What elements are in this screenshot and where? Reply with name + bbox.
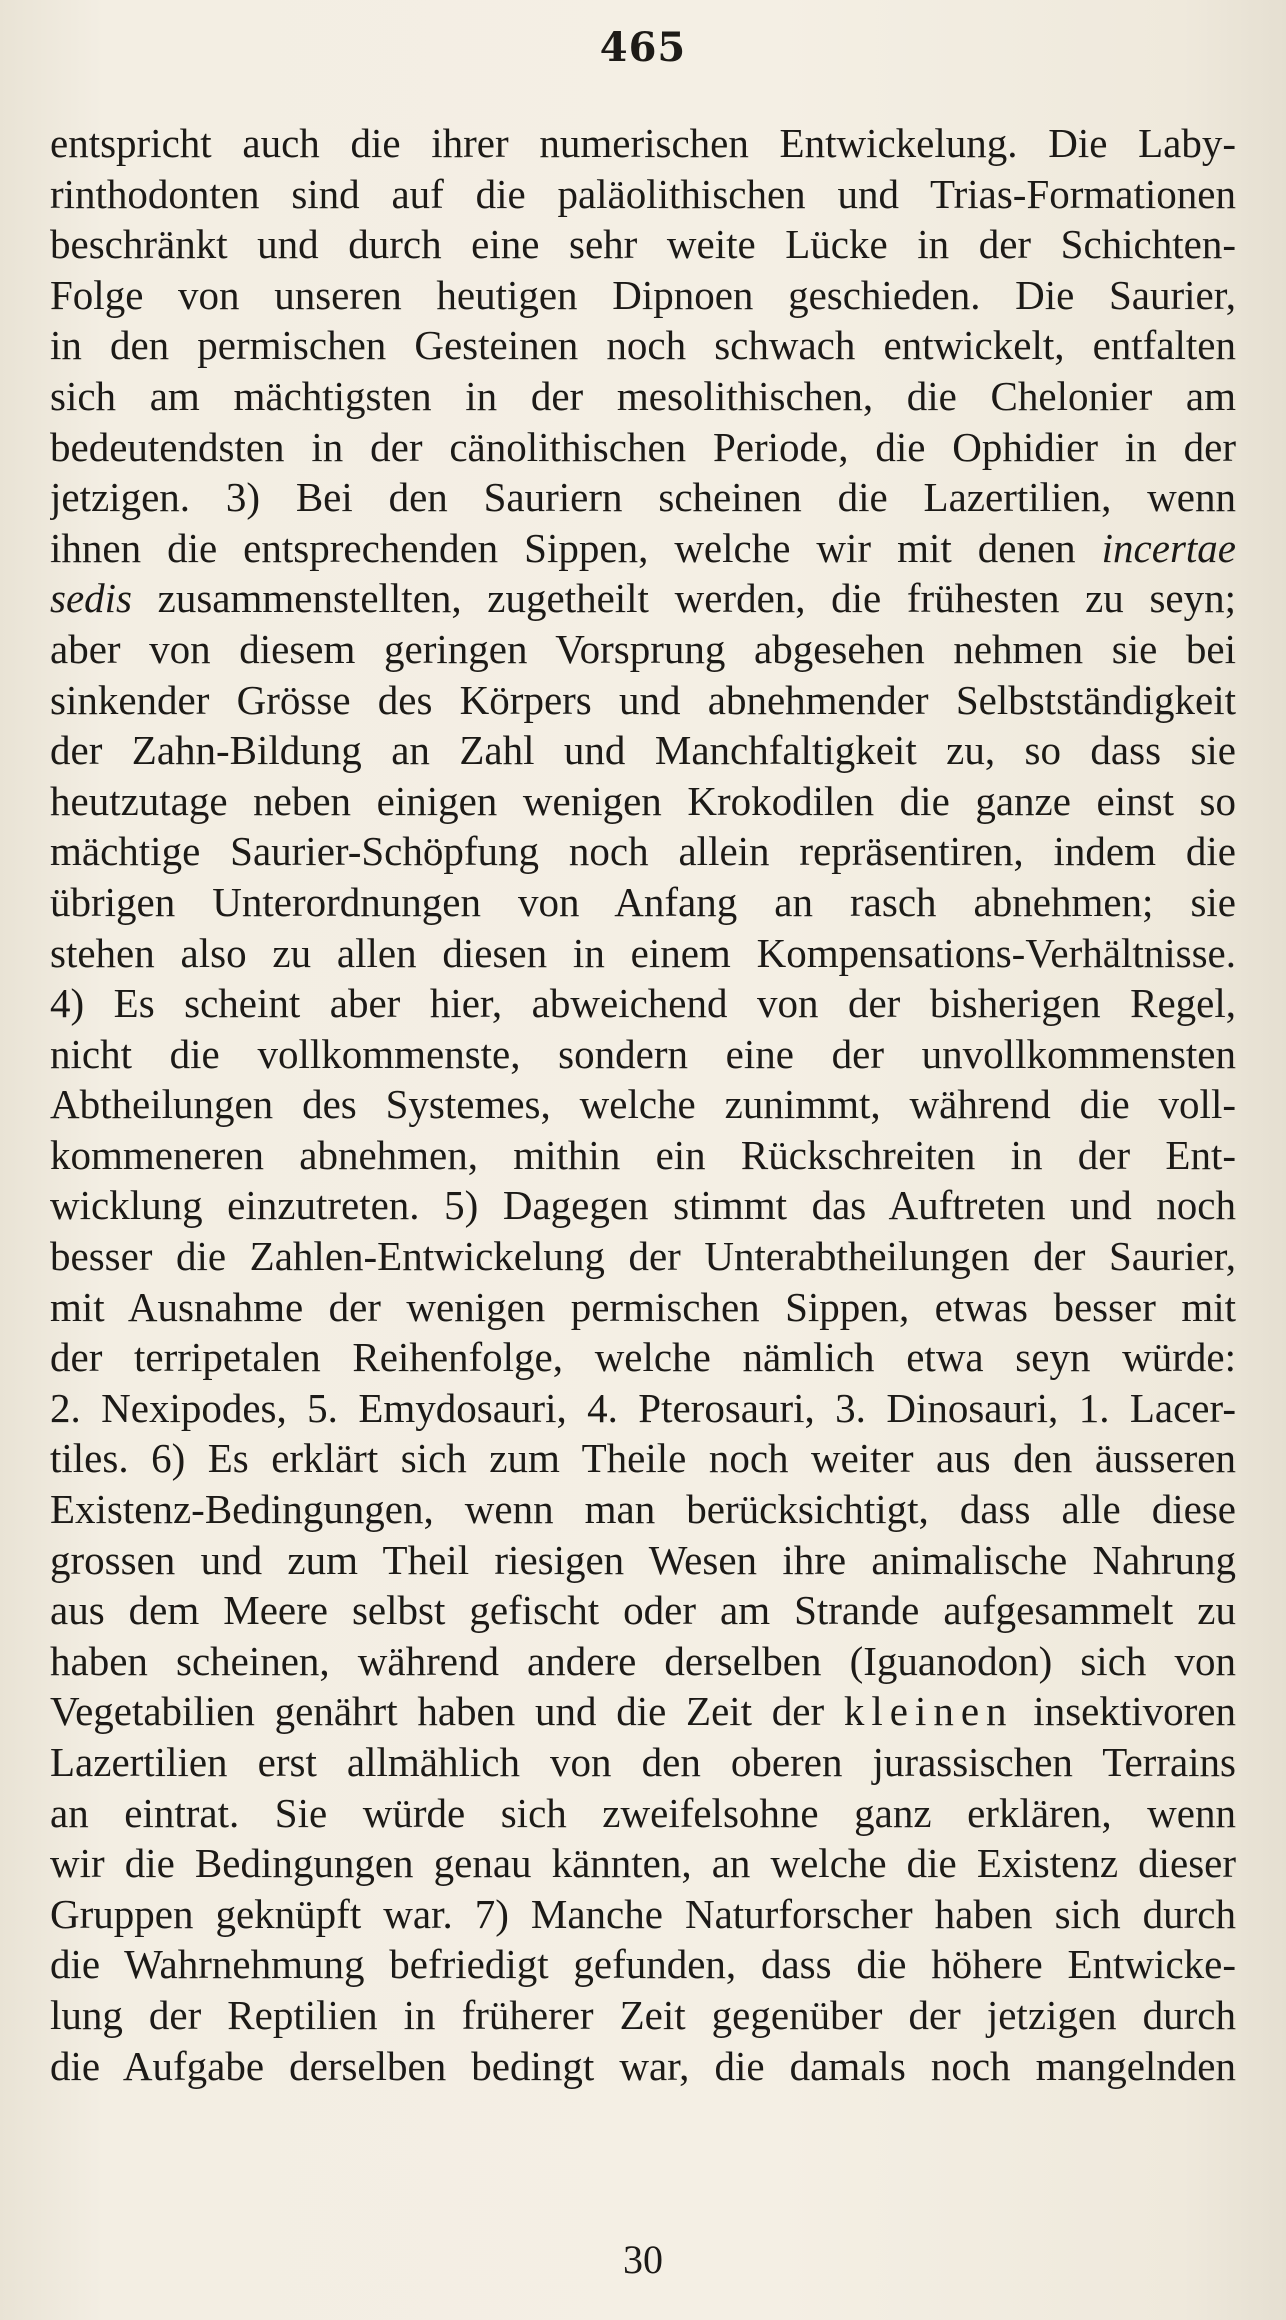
text-line-15: mächtige Saurier-Schöpfung noch allein repräsentiren, indem die xyxy=(50,828,1236,875)
text-line-18: 4) Es scheint aber hier, abweichend von der bisherigen Regel, xyxy=(50,980,1236,1027)
text-line-32-main: Vegetabilien genährt haben und die Zeit der xyxy=(50,1688,844,1735)
text-line-10-main: zusammenstellten, zugetheilt werden, die frühesten zu seyn; xyxy=(132,575,1236,622)
text-line-38: lung der Reptilien in früherer Zeit gegenüber der jetzigen durch xyxy=(50,1991,1236,2038)
signature-mark xyxy=(0,2236,1286,2283)
text-line-13: der Zahn-Bildung an Zahl und Manchfaltigkeit zu, so dass sie xyxy=(50,727,1236,774)
text-line-4: Folge von unseren heutigen Dipnoen geschieden. Die Saurier, xyxy=(50,271,1236,318)
text-line-23: besser die Zahlen-Entwickelung der Unterabtheilungen der Saurier, xyxy=(50,1233,1236,1280)
text-line-16: übrigen Unterordnungen von Anfang an rasch abnehmen; sie xyxy=(50,878,1236,925)
text-line-8: jetzigen. 3) Bei den Sauriern scheinen die Lazertilien, wenn xyxy=(50,474,1236,521)
page-number: 465 xyxy=(599,24,687,71)
text-line-17: stehen also zu allen diesen in einem Kompensations-Verhältnisse. xyxy=(50,929,1236,976)
text-line-27: tiles. 6) Es erklärt sich zum Theile noch weiter aus den äusseren xyxy=(50,1435,1236,1482)
text-line-2: rinthodonten sind auf die paläolithischen und Trias-Formationen xyxy=(50,170,1236,217)
text-line-26: 2. Nexipodes, 5. Emydosauri, 4. Pterosauri, 3. Dinosauri, 1. Lacer- xyxy=(50,1384,1236,1431)
text-line-3: beschränkt und durch eine sehr weite Lücke in der Schichten- xyxy=(50,221,1236,268)
text-line-21: kommeneren abnehmen, mithin ein Rückschreiten in der Ent- xyxy=(50,1131,1236,1178)
text-line-12: sinkender Grösse des Körpers und abnehmender Selbstständigkeit xyxy=(50,676,1236,723)
text-line-31: haben scheinen, während andere derselben (Iguanodon) sich von xyxy=(50,1637,1236,1684)
italic-incertae: incertae xyxy=(1101,524,1236,571)
text-line-32-end: insektivoren xyxy=(1013,1688,1236,1735)
text-line-32 xyxy=(50,1686,1236,1737)
text-line-37: die Wahrnehmung befriedigt gefunden, dass die höhere Entwicke- xyxy=(50,1941,1236,1988)
text-line-28: Existenz-Bedingungen, wenn man berücksichtigt, dass alle diese xyxy=(50,1486,1236,1533)
text-line-22: wicklung einzutreten. 5) Dagegen stimmt das Auftreten und noch xyxy=(50,1182,1236,1229)
text-line-5: in den permischen Gesteinen noch schwach entwickelt, entfalten xyxy=(50,322,1236,369)
text-line-14: heutzutage neben einigen wenigen Krokodilen die ganze einst so xyxy=(50,777,1236,824)
text-line-30: aus dem Meere selbst gefischt oder am Strande aufgesammelt zu xyxy=(50,1587,1236,1634)
text-line-33: Lazertilien erst allmählich von den oberen jurassischen Terrains xyxy=(50,1739,1236,1785)
text-line-11: aber von diesem geringen Vorsprung abgesehen nehmen sie bei xyxy=(50,625,1236,672)
text-line-6: sich am mächtigsten in der mesolithischen, die Chelonier am xyxy=(50,372,1236,419)
text-line-10 xyxy=(50,573,1236,624)
text-line-1: entspricht auch die ihrer numerischen Entwickelung. Die Laby- xyxy=(50,120,1236,166)
signature-number: 30 xyxy=(623,2237,663,2282)
text-line-20: Abtheilungen des Systemes, welche zunimmt, während die voll- xyxy=(50,1081,1236,1128)
text-line-34: an eintrat. Sie würde sich zweifelsohne ganz erklären, wenn xyxy=(50,1789,1236,1836)
text-line-24: mit Ausnahme der wenigen permischen Sippen, etwas besser mit xyxy=(50,1283,1236,1330)
italic-sedis: sedis xyxy=(50,575,132,622)
text-line-29: grossen und zum Theil riesigen Wesen ihre animalische Nahrung xyxy=(50,1536,1236,1583)
spaced-kleinen: kleinen xyxy=(843,1688,1014,1735)
text-line-19: nicht die vollkommenste, sondern eine der unvollkommensten xyxy=(50,1030,1236,1077)
text-line-9-main: ihnen die entsprechenden Sippen, welche wir mit denen xyxy=(50,524,1102,571)
text-line-35: wir die Bedingungen genau kännten, an welche die Existenz dieser xyxy=(50,1840,1236,1887)
text-line-9 xyxy=(50,523,1236,574)
text-line-39: die Aufgabe derselben bedingt war, die damals noch mangelnden xyxy=(50,2042,1236,2089)
body-text xyxy=(50,118,1236,2091)
text-line-25: der terripetalen Reihenfolge, welche nämlich etwa seyn würde: xyxy=(50,1334,1236,1381)
text-line-36: Gruppen geknüpft war. 7) Manche Naturforscher haben sich durch xyxy=(50,1890,1236,1937)
text-line-7: bedeutendsten in der cänolithischen Periode, die Ophidier in der xyxy=(50,423,1236,470)
